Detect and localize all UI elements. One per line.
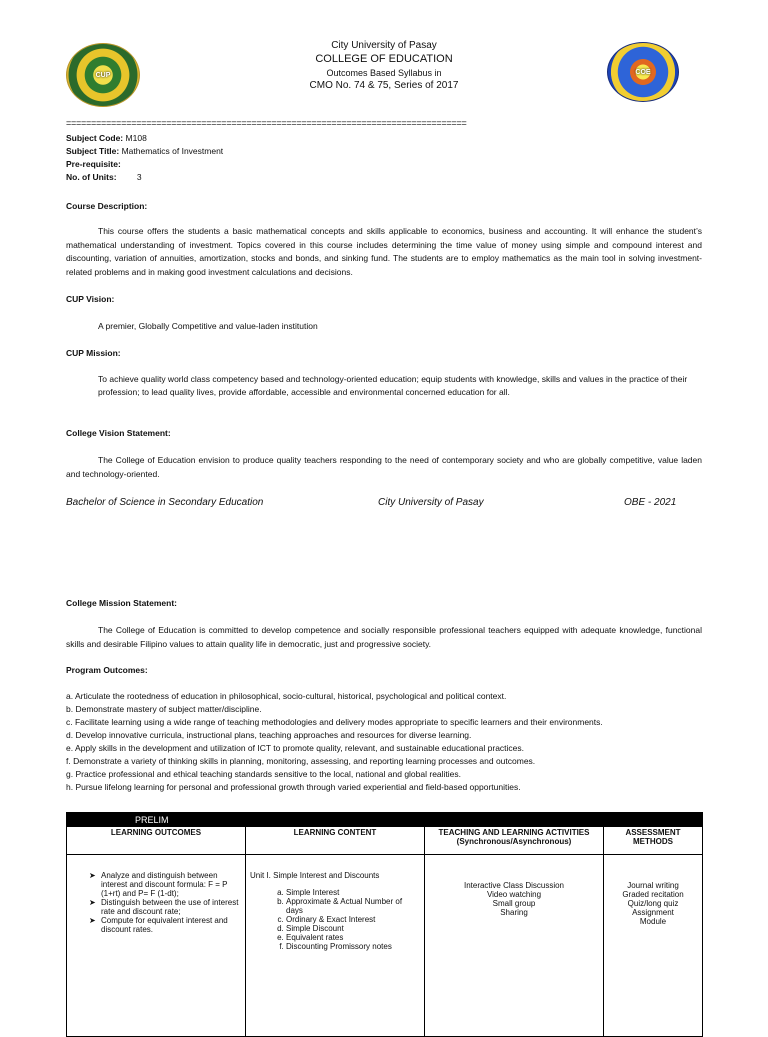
course-description-label: Course Description: [66, 201, 148, 211]
program-outcome-f: f. Demonstrate a variety of thinking skills in planning, monitoring, assessing, and reporting learning processes and outcomes. [66, 756, 536, 766]
learning-content-cell [246, 855, 425, 1037]
syllabus-type: Outcomes Based Syllabus in [326, 68, 442, 78]
university-seal-logo: CUP [66, 43, 140, 107]
assessment-item: Graded recitation [622, 890, 684, 899]
activities-cell [425, 855, 604, 1037]
subject-title-label: Subject Title: [66, 146, 120, 156]
program-outcome-e: e. Apply skills in the development and utilization of ICT to promote quality, relevant, and sustainable educational practices. [66, 743, 525, 753]
activity-item: Video watching [486, 890, 542, 899]
program-outcome-h: h. Pursue lifelong learning for personal and professional growth through varied experiential and field-based opportunities. [66, 782, 521, 792]
content-item: b. Approximate & Actual Number of days [286, 897, 420, 915]
content-item: a. Simple Interest [286, 888, 420, 897]
prelim-table [66, 812, 703, 1037]
divider-rule: ================================================================================ [66, 118, 467, 128]
footer-program: Bachelor of Science in Secondary Education [66, 497, 264, 508]
activity-item: Small group [492, 899, 536, 908]
assessment-header: ASSESSMENT METHODS [604, 827, 703, 855]
program-outcome-c: c. Facilitate learning using a wide range of teaching methodologies and delivery modes appropriate to specific learners and their environments. [66, 717, 603, 727]
college-seal-logo: COE [607, 42, 679, 102]
college-vision: The College of Education envision to produce quality teachers responding to the need of contemporary society and who are globally competitive, value laden and technology-oriented. [66, 455, 702, 479]
subject-code: M108 [125, 133, 147, 143]
college-mission: The College of Education is committed to develop competence and socially responsible professional teachers equipped with adequate knowledge, functional skills and desirable Filipino values to attain quality life in democratic, just and progressive society. [66, 625, 702, 649]
content-item: f. Discounting Promissory notes [286, 942, 420, 951]
college-mission-label: College Mission Statement: [66, 598, 177, 608]
program-outcome-d: d. Develop innovative curricula, instructional plans, teaching approaches and resources for diverse learning. [66, 730, 472, 740]
footer-university: City University of Pasay [378, 497, 484, 508]
footer-obe: OBE - 2021 [624, 497, 677, 508]
content-item: e. Equivalent rates [286, 933, 420, 942]
cup-vision-label: CUP Vision: [66, 294, 115, 304]
college-name: COLLEGE OF EDUCATION [315, 53, 453, 65]
unit-title: Unit I. Simple Interest and Discounts [250, 871, 380, 880]
subject-code-label: Subject Code: [66, 133, 124, 143]
learning-content-header: LEARNING CONTENT [246, 827, 425, 855]
course-description: This course offers the students a basic mathematical concepts and skills applicable to economics, business and accounting. It will enhance the student’s mathematical understanding of investment. Topics covered in this course includes determining the time value of money using simple and compound interest and discounting, variation of annuities, amortization, stocks and bonds, and sinking fund. The students are to employ mathematics as the main tool in solving investment-related problems and in making good investment calculations and decisions. [66, 226, 702, 277]
cup-vision: A premier, Globally Competitive and value-laden institution [98, 321, 318, 331]
learning-outcomes-header: LEARNING OUTCOMES [67, 827, 246, 855]
assessment-item: Module [639, 917, 667, 926]
outcome-item: ➤ Compute for equivalent interest and discount rates. [89, 916, 241, 934]
content-item: d. Simple Discount [286, 924, 420, 933]
program-outcome-a: a. Articulate the rootedness of education in philosophical, socio-cultural, historical, psychological and political context. [66, 691, 507, 701]
prereq-label: Pre-requisite: [66, 159, 121, 169]
cmo-reference: CMO No. 74 & 75, Series of 2017 [309, 80, 459, 91]
university-name: City University of Pasay [331, 40, 437, 51]
learning-outcomes-cell [67, 855, 246, 1037]
assessment-item: Journal writing [627, 881, 679, 890]
program-outcome-g: g. Practice professional and ethical teaching standards sensitive to the local, national and global realities. [66, 769, 462, 779]
program-outcome-b: b. Demonstrate mastery of subject matter/discipline. [66, 704, 262, 714]
cup-mission-label: CUP Mission: [66, 348, 121, 358]
activity-item: Interactive Class Discussion [463, 881, 565, 890]
activities-header: TEACHING AND LEARNING ACTIVITIES (Synchronous/Asynchronous) [425, 827, 604, 855]
units-value: 3 [136, 172, 142, 182]
program-outcomes-label: Program Outcomes: [66, 665, 148, 675]
outcome-item: ➤ Analyze and distinguish between interest and discount formula: F = P (1+rt) and P= F (1-dt); [89, 871, 241, 898]
content-item: c. Ordinary & Exact Interest [286, 915, 420, 924]
assessment-item: Assignment [632, 908, 674, 917]
outcome-item: ➤ Distinguish between the use of interest rate and discount rate; [89, 898, 241, 916]
cup-mission: To achieve quality world class competency based and technology-oriented education; equip students with knowledge, skills and values in the practice of their profession; to lead quality lives, provide affordable, accessible and environmental concerned education for all. [98, 374, 688, 397]
college-vision-label: College Vision Statement: [66, 428, 171, 438]
prelim-banner: PRELIM [67, 813, 703, 827]
subject-title: Mathematics of Investment [121, 146, 224, 156]
assessment-item: Quiz/long quiz [627, 899, 679, 908]
activity-item: Sharing [500, 908, 528, 917]
units-label: No. of Units: [66, 172, 117, 182]
assessment-cell [604, 855, 703, 1037]
